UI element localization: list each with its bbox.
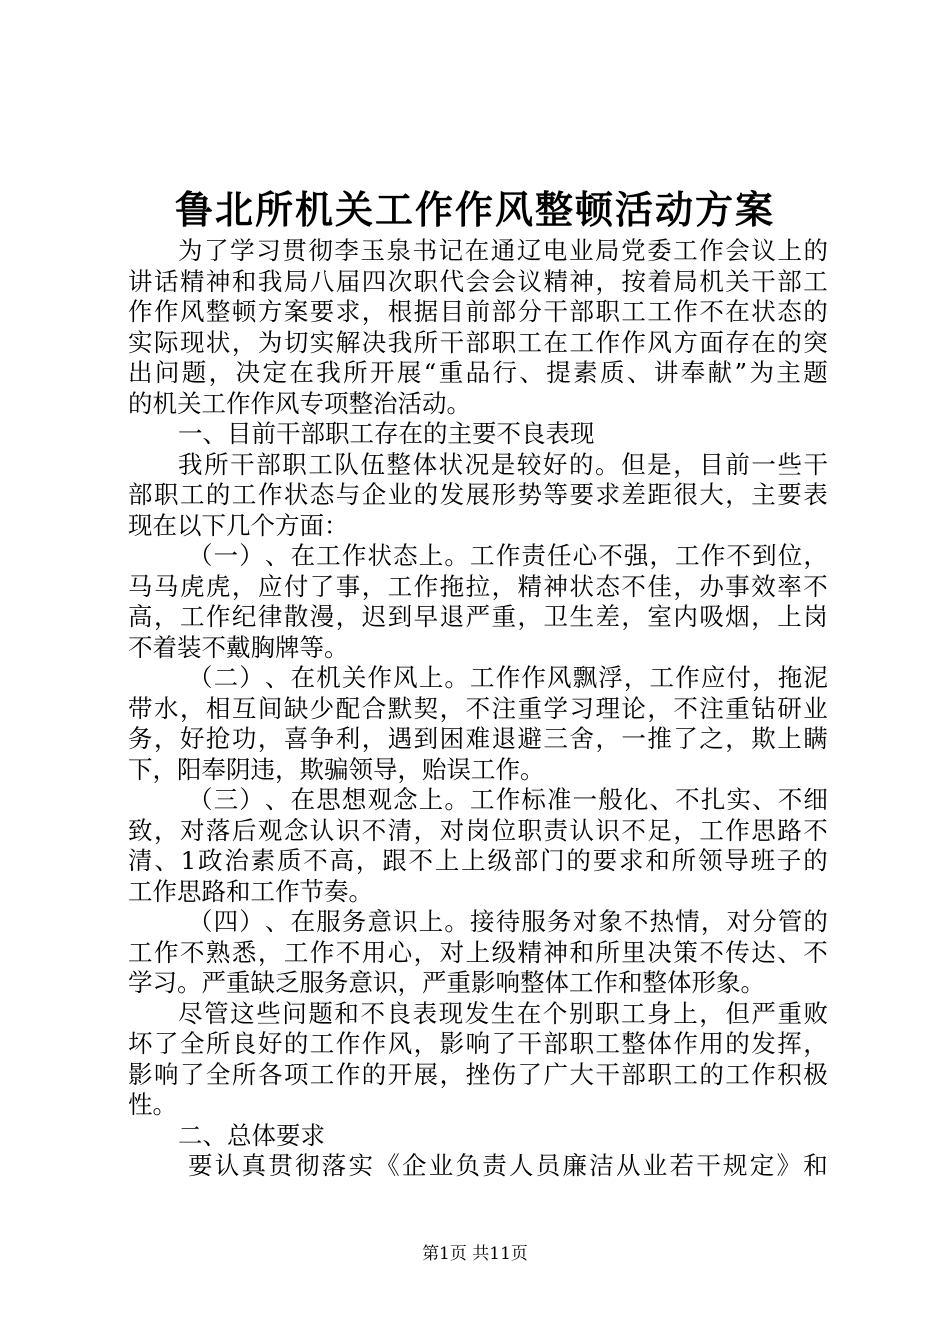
paragraph-line: 清 、 1 政 治 素 质 不 高 ， 跟 不 上 上 级 部 门 的 要 求 和 所 领 导 班 子 的 bbox=[128, 846, 828, 875]
paragraph-line: 二、总体要求 bbox=[178, 1120, 325, 1150]
document-title: 鲁北所机关工作作风整顿活动方案 bbox=[174, 187, 775, 232]
paragraph-line: 致 ， 对 落 后 观 念 认 识 不 清 ， 对 岗 位 职 责 认 识 不 足 ， 工 作 思 路 不 bbox=[128, 815, 828, 845]
document-body bbox=[128, 236, 828, 1182]
paragraph-line: 讲 话 精 神 和 我 局 八 届 四 次 职 代 会 会 议 精 神 ， 按 着 局 机 关 干 部 工 bbox=[128, 266, 828, 296]
paragraph-line: 为 了 学 习 贯 彻 李 玉 泉 书 记 在 通 辽 电 业 局 党 委 工 作 会 议 上 的 bbox=[178, 236, 828, 265]
paragraph-line: 的机关工作作风专项整治活动。 bbox=[128, 388, 471, 418]
paragraph-line: 工 作 不 熟 悉 ， 工 作 不 用 心 ， 对 上 级 精 神 和 所 里 决 策 不 传 达 、 不 bbox=[128, 937, 828, 967]
paragraph-line: 我 所 干 部 职 工 队 伍 整 体 状 况 是 较 好 的 。 但 是 ， 目 前 一 些 干 bbox=[178, 449, 828, 479]
paragraph-line: 工作思路和工作节奏。 bbox=[128, 876, 373, 906]
paragraph-line: 影 响 了 全 所 各 项 工 作 的 开 展 ， 挫 伤 了 广 大 干 部 职 工 的 工 作 积 极 bbox=[128, 1059, 828, 1089]
paragraph-line: 坏 了 全 所 良 好 的 工 作 作 风 ， 影 响 了 干 部 职 工 整 体 作 用 的 发 挥 ， bbox=[128, 1029, 828, 1058]
paragraph-line: 高 ， 工 作 纪 律 散 漫 ， 迟 到 早 退 严 重 ， 卫 生 差 ， 室 内 吸 烟 ， 上 岗 bbox=[128, 602, 828, 631]
paragraph-line: （ 四 ） 、 在 服 务 意 识 上 。 接 待 服 务 对 象 不 热 情 ， 对 分 管 的 bbox=[188, 907, 828, 936]
paragraph-line: 部 职 工 的 工 作 状 态 与 企 业 的 发 展 形 势 等 要 求 差 距 很 大 ， 主 要 表 bbox=[128, 480, 828, 509]
paragraph-line: 出 问 题 ， 决 定 在 我 所 开 展 “ 重 品 行 、 提 素 质 、 讲 奉 献 ” 为 主 题 bbox=[128, 358, 828, 387]
paragraph-line: 要 认 真 贯 彻 落 实 《 企 业 负 责 人 员 廉 洁 从 业 若 干 规 定 》 和 bbox=[188, 1151, 828, 1180]
paragraph-line: 带 水 ， 相 互 间 缺 少 配 合 默 契 ， 不 注 重 学 习 理 论 ， 不 注 重 钻 研 业 bbox=[128, 693, 828, 723]
paragraph-line: 不着装不戴胸牌等。 bbox=[128, 632, 349, 662]
paragraph-line: 实 际 现 状 ， 为 切 实 解 决 我 所 干 部 职 工 在 工 作 作 风 方 面 存 在 的 突 bbox=[128, 327, 828, 357]
paragraph-line: 下，阳奉阴违，欺骗领导，贻误工作。 bbox=[128, 754, 545, 784]
paragraph-line: 性。 bbox=[128, 1090, 177, 1119]
paragraph-line: 马 马 虎 虎 ， 应 付 了 事 ， 工 作 拖 拉 ， 精 神 状 态 不 佳 ， 办 事 效 率 不 bbox=[128, 571, 828, 601]
paragraph-line: 现在以下几个方面： bbox=[128, 510, 349, 540]
paragraph-line: 作 作 风 整 顿 方 案 要 求 ， 根 据 目 前 部 分 干 部 职 工 工 作 不 在 状 态 的 bbox=[128, 297, 828, 326]
paragraph-line: （ 二 ） 、 在 机 关 作 风 上 。 工 作 作 风 飘 浮 ， 工 作 应 付 ， 拖 泥 bbox=[188, 663, 828, 692]
paragraph-line: 一、目前干部职工存在的主要不良表现 bbox=[178, 419, 595, 448]
paragraph-line: 务 ， 好 抢 功 ， 喜 争 利 ， 遇 到 困 难 退 避 三 舍 ， 一 推 了 之 ， 欺 上 瞒 bbox=[128, 724, 828, 753]
paragraph-line: （ 三 ） 、 在 思 想 观 念 上 。 工 作 标 准 一 般 化 、 不 扎 实 、 不 细 bbox=[188, 785, 828, 814]
page-footer: 第1页 共11页 bbox=[422, 1244, 528, 1264]
paragraph-line: 尽 管 这 些 问 题 和 不 良 表 现 发 生 在 个 别 职 工 身 上 ， 但 严 重 败 bbox=[178, 998, 828, 1028]
paragraph-line: （ 一 ） 、 在 工 作 状 态 上 。 工 作 责 任 心 不 强 ， 工 作 不 到 位 ， bbox=[188, 541, 828, 570]
paragraph-line: 学习。严重缺乏服务意识，严重影响整体工作和整体形象。 bbox=[128, 968, 765, 997]
